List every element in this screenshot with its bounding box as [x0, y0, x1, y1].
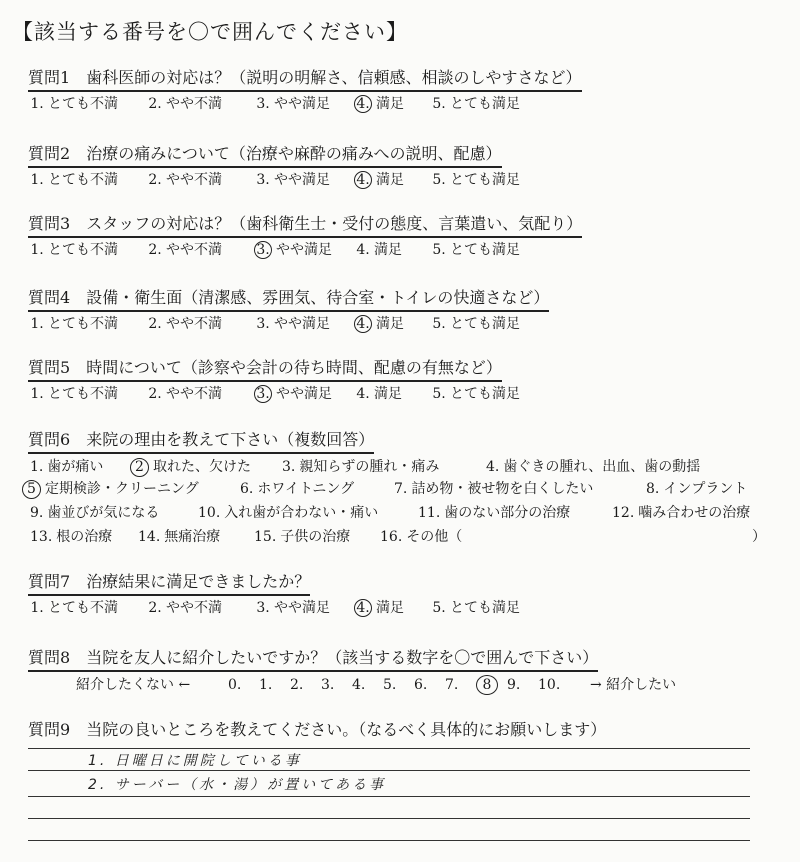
question-number: 質問2 — [28, 144, 71, 163]
question-number: 質問8 — [28, 648, 71, 667]
option-label: 親知らずの腫れ・痛み — [299, 459, 440, 475]
option-row — [0, 502, 800, 524]
option-label: とても不満 — [48, 316, 118, 332]
question-text: 当院を友人に紹介したいですか？（該当する数字を〇で囲んで下さい） — [86, 648, 599, 667]
question-text: 治療の痛みについて（治療や麻酔の痛みへの説明、配慮） — [86, 144, 502, 163]
option-number: 7. — [394, 481, 408, 497]
option-label: とても満足 — [450, 242, 520, 258]
option-number: 2. — [148, 316, 162, 332]
question-number: 質問5 — [28, 358, 71, 377]
option-number: 14. — [138, 529, 161, 545]
reason-option[interactable] — [418, 502, 570, 524]
recommend-scale — [0, 674, 800, 696]
answer-option[interactable] — [30, 170, 118, 190]
option-label: とても満足 — [450, 316, 520, 332]
option-label: 満足 — [376, 600, 404, 616]
option-number: 5. — [432, 242, 446, 258]
option-number: 2. — [148, 386, 162, 402]
option-label: 歯が痛い — [47, 459, 104, 475]
answer-option[interactable] — [256, 598, 330, 618]
question-text: 設備・衛生面（清潔感、雰囲気、待合室・トイレの快適さなど） — [86, 288, 550, 307]
option-label: とても不満 — [48, 96, 118, 112]
scale-value[interactable]: 10. — [538, 677, 561, 693]
option-number: 16. — [380, 529, 403, 545]
option-number: 8. — [646, 481, 660, 497]
question-title — [28, 646, 598, 672]
option-label: ホワイトニング — [257, 481, 355, 497]
handwritten-answer-1: 1. 日曜日に開院している事 — [88, 753, 302, 769]
answer-option[interactable] — [30, 240, 118, 260]
answer-option[interactable] — [356, 314, 404, 334]
scale-value[interactable]: 2. — [290, 677, 304, 693]
answer-option[interactable] — [432, 94, 520, 114]
option-number: 1. — [30, 459, 44, 475]
reason-option[interactable] — [254, 526, 350, 548]
option-label: 歯並びが気になる — [47, 505, 160, 521]
option-number: 4. — [356, 242, 370, 258]
question-title — [28, 428, 374, 454]
option-label: やや不満 — [166, 172, 222, 188]
scale-value[interactable]: 8 — [476, 675, 498, 695]
scale-left-label: 紹介したくない ← — [76, 677, 191, 693]
option-number: 1. — [30, 96, 44, 112]
question-number: 質問4 — [28, 288, 71, 307]
option-number: 3. — [254, 241, 272, 259]
close-paren: ） — [752, 529, 766, 545]
scale-value[interactable]: 7. — [445, 677, 459, 693]
option-label: とても不満 — [48, 600, 118, 616]
option-number: 2. — [148, 172, 162, 188]
answer-option[interactable] — [432, 598, 520, 618]
answer-option[interactable] — [356, 240, 402, 260]
option-label: とても不満 — [48, 386, 118, 402]
option-number: 15. — [254, 529, 277, 545]
question-title — [28, 142, 502, 168]
option-label: インプラント — [663, 481, 748, 497]
option-number: 3. — [256, 172, 270, 188]
answer-option[interactable] — [356, 94, 404, 114]
option-number: 5. — [432, 172, 446, 188]
option-number: 2. — [148, 96, 162, 112]
option-number: 10. — [198, 505, 221, 521]
option-number: 4. — [354, 171, 372, 189]
option-label: 入れ歯が合わない・痛い — [224, 505, 379, 521]
option-label: やや不満 — [166, 96, 222, 112]
option-label: やや満足 — [276, 242, 332, 258]
question-number: 質問6 — [28, 430, 71, 449]
answer-option[interactable] — [30, 384, 118, 404]
option-label: 満足 — [376, 172, 404, 188]
question-title — [28, 570, 310, 596]
reason-option[interactable] — [394, 478, 593, 500]
option-number: 5. — [432, 96, 446, 112]
option-number: 3. — [256, 600, 270, 616]
answer-option[interactable] — [256, 170, 330, 190]
option-number: 6. — [240, 481, 254, 497]
scale-value[interactable]: 4. — [352, 677, 366, 693]
option-number: 4. — [354, 315, 372, 333]
question-text: 治療結果に満足できましたか？ — [86, 572, 311, 591]
option-label: 無痛治療 — [164, 529, 221, 545]
question-title — [28, 286, 549, 312]
reason-option[interactable] — [486, 456, 700, 478]
reason-option[interactable] — [130, 456, 251, 478]
option-number: 3. — [256, 316, 270, 332]
option-label: やや満足 — [274, 600, 330, 616]
option-number: 5. — [432, 316, 446, 332]
option-label: 詰め物・被せ物を白くしたい — [411, 481, 594, 497]
question-title — [28, 212, 582, 238]
answer-option[interactable] — [30, 598, 118, 618]
scale-value[interactable]: 6. — [414, 677, 428, 693]
handwritten-answer-2: 2. サーバー（水・湯）が置いてある事 — [88, 777, 387, 793]
option-number: 3. — [282, 459, 296, 475]
option-label: とても満足 — [450, 172, 520, 188]
answer-option[interactable] — [148, 94, 222, 114]
option-number: 3. — [256, 96, 270, 112]
question-title — [28, 718, 606, 742]
option-number: 12. — [612, 505, 635, 521]
question-number: 質問1 — [28, 68, 71, 87]
option-number: 5. — [432, 600, 446, 616]
option-number: 13. — [30, 529, 53, 545]
answer-option[interactable] — [30, 314, 118, 334]
answer-option[interactable] — [148, 170, 222, 190]
option-label: とても不満 — [48, 172, 118, 188]
reason-option[interactable] — [240, 478, 354, 500]
answer-option[interactable] — [256, 240, 332, 260]
answer-option[interactable] — [432, 240, 520, 260]
reason-option[interactable] — [198, 502, 378, 524]
answer-option[interactable] — [256, 314, 330, 334]
option-label: やや満足 — [274, 172, 330, 188]
option-label: 噛み合わせの治療 — [638, 505, 751, 521]
answer-option[interactable] — [356, 384, 402, 404]
option-number: 4. — [486, 459, 500, 475]
scale-value[interactable]: 3. — [321, 677, 335, 693]
answer-line — [28, 818, 750, 819]
answer-line — [28, 840, 750, 841]
option-number: 11. — [418, 505, 441, 521]
option-label: 根の治療 — [56, 529, 113, 545]
option-number: 1. — [30, 172, 44, 188]
option-label: その他（ — [406, 529, 463, 545]
option-label: とても満足 — [450, 600, 520, 616]
option-number: 2 — [130, 458, 149, 477]
answer-option[interactable] — [148, 240, 222, 260]
reason-option[interactable] — [22, 478, 199, 500]
option-label: とても満足 — [450, 386, 520, 402]
option-label: 満足 — [376, 96, 404, 112]
answer-option[interactable] — [148, 314, 222, 334]
reason-option[interactable] — [30, 502, 159, 524]
question-number: 質問9 — [28, 720, 71, 739]
option-number: 1. — [30, 600, 44, 616]
question-text: 歯科医師の対応は？（説明の明解さ、信頼感、相談のしやすさなど） — [86, 68, 582, 87]
scale-value[interactable]: 5. — [383, 677, 397, 693]
form-header: 【該当する番号を〇で囲んでください】 — [12, 20, 408, 44]
question-title — [28, 356, 502, 382]
option-label: やや不満 — [166, 600, 222, 616]
scale-right-label: → 紹介したい — [590, 677, 677, 693]
answer-option[interactable] — [148, 598, 222, 618]
scale-value[interactable]: 9. — [507, 677, 521, 693]
reason-option[interactable] — [646, 478, 747, 500]
reason-option[interactable] — [380, 526, 462, 548]
option-label: やや満足 — [274, 316, 330, 332]
reason-option[interactable] — [612, 502, 750, 524]
option-number: 2. — [148, 600, 162, 616]
reason-option[interactable] — [30, 526, 112, 548]
answer-option[interactable] — [30, 94, 118, 114]
option-label: 満足 — [376, 316, 404, 332]
option-label: とても満足 — [450, 96, 520, 112]
option-number: 1. — [30, 386, 44, 402]
option-number: 4. — [356, 386, 370, 402]
option-label: やや満足 — [276, 386, 332, 402]
question-title — [28, 66, 582, 92]
option-label: 歯ぐきの腫れ、出血、歯の動揺 — [503, 459, 701, 475]
answer-line — [28, 748, 750, 749]
option-number: 4. — [354, 599, 372, 617]
option-number: 9. — [30, 505, 44, 521]
option-label: やや満足 — [274, 96, 330, 112]
option-number: 2. — [148, 242, 162, 258]
option-label: 満足 — [374, 386, 402, 402]
question-number: 質問3 — [28, 214, 71, 233]
answer-option[interactable] — [356, 598, 404, 618]
answer-option[interactable] — [256, 94, 330, 114]
answer-option[interactable] — [432, 170, 520, 190]
option-label: やや不満 — [166, 242, 222, 258]
option-label: 子供の治療 — [280, 529, 351, 545]
answer-option[interactable] — [432, 384, 520, 404]
question-text: 来院の理由を教えて下さい（複数回答） — [86, 430, 375, 449]
answer-line — [28, 796, 750, 797]
reason-option[interactable] — [282, 456, 439, 478]
option-number: 3. — [254, 385, 272, 403]
option-number: 1. — [30, 316, 44, 332]
answer-line — [28, 770, 750, 771]
scale-value[interactable]: 0. — [228, 677, 242, 693]
answer-option[interactable] — [148, 384, 222, 404]
answer-option[interactable] — [356, 170, 404, 190]
reason-option[interactable] — [30, 456, 103, 478]
question-text: スタッフの対応は？（歯科衛生士・受付の態度、言葉遣い、気配り） — [86, 214, 583, 233]
option-number: 1. — [30, 242, 44, 258]
option-label: やや不満 — [166, 316, 222, 332]
option-label: 定期検診・クリーニング — [45, 481, 199, 497]
option-label: やや不満 — [166, 386, 222, 402]
scale-value[interactable]: 1. — [259, 677, 273, 693]
option-number: 4. — [354, 95, 372, 113]
answer-option[interactable] — [432, 314, 520, 334]
reason-option[interactable] — [138, 526, 220, 548]
option-row — [0, 526, 800, 548]
option-label: とても不満 — [48, 242, 118, 258]
question-text: 当院の良いところを教えてください。（なるべく具体的にお願いします） — [86, 720, 607, 739]
option-row — [0, 456, 800, 478]
option-label: 歯のない部分の治療 — [444, 505, 571, 521]
answer-option[interactable] — [256, 384, 332, 404]
question-text: 時間について（診察や会計の待ち時間、配慮の有無など） — [86, 358, 502, 377]
option-label: 満足 — [374, 242, 402, 258]
option-number: 5. — [432, 386, 446, 402]
option-number: 5 — [22, 480, 41, 499]
option-row — [0, 478, 800, 500]
question-number: 質問7 — [28, 572, 71, 591]
option-label: 取れた、欠けた — [153, 459, 251, 475]
